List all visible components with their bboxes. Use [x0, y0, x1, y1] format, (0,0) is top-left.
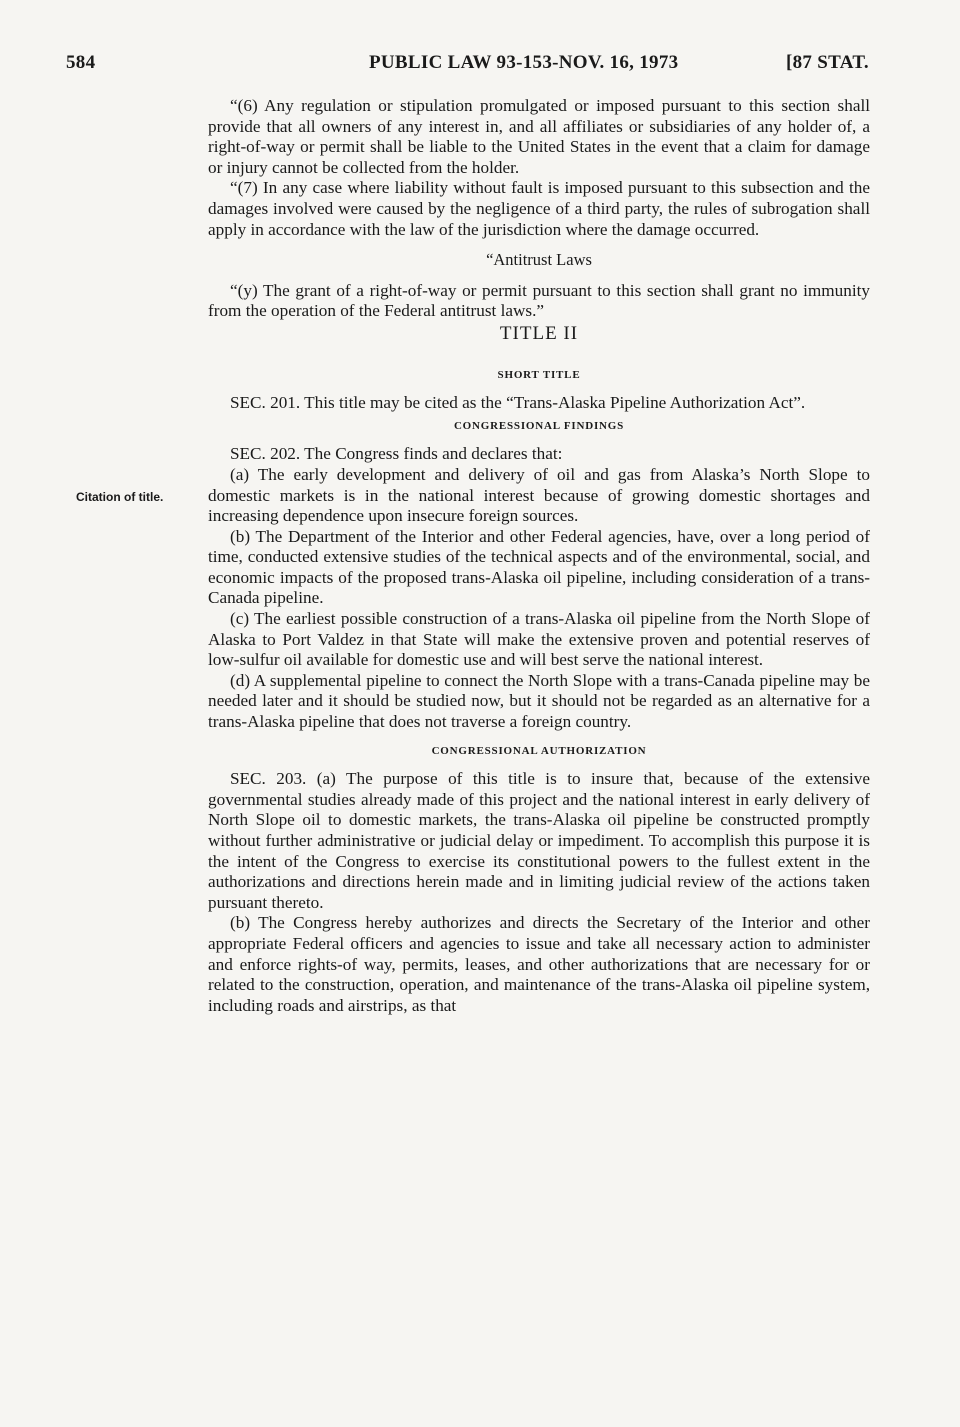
- section-202-d: (d) A supplemental pipeline to connect the North Slope with a trans-Canada pipeline may be needed later and it should be studied now, but it should not be regarded as an alternative for a trans-Alaska pipeline that does not traverse a foreign country.: [208, 670, 870, 732]
- antitrust-heading: “Antitrust Laws: [486, 250, 592, 270]
- short-title-heading: SHORT TITLE: [497, 368, 581, 381]
- authorization-heading: CONGRESSIONAL AUTHORIZATION: [431, 744, 647, 757]
- paragraph-y: “(y) The grant of a right-of-way or permit pursuant to this section shall grant no immunity from the operation of the Federal antitrust laws.”: [208, 280, 870, 321]
- page-number: 584: [66, 52, 96, 73]
- section-202-a: (a) The early development and delivery of oil and gas from Alaska’s North Slope to domestic markets is in the national interest because of growing domestic shortages and increasing dependence upon insecure foreign sources.: [208, 464, 870, 526]
- running-title: PUBLIC LAW 93-153-NOV. 16, 1973: [369, 52, 679, 73]
- findings-heading: CONGRESSIONAL FINDINGS: [453, 419, 625, 432]
- section-203-b: (b) The Congress hereby authorizes and directs the Secretary of the Interior and other appropriate Federal officers and agencies to issue and take all necessary action to administer and enforce rights-of way, permits, leases, and other authorizations that are necessary for or related to the construction, operation, and maintenance of the trans-Alaska oil pipeline system, including roads and airstrips, as that: [208, 913, 870, 1015]
- volume-reference: [87 STAT.: [786, 52, 869, 73]
- section-202-c: (c) The earliest possible construction of a trans-Alaska oil pipeline from the North Slope of Alaska to Port Valdez in that State will make the extensive proven and potential reserves of low-sulfur oil available for domestic use and will best serve the national interest.: [208, 609, 870, 670]
- section-202-intro: SEC. 202. The Congress finds and declares that:: [230, 444, 563, 464]
- margin-note-citation: Citation of title.: [76, 490, 164, 504]
- section-203-a: SEC. 203. (a) The purpose of this title is to insure that, because of the extensive governmental studies already made of this project and the national interest in early delivery of North Slope oil to domestic markets, the trans-Alaska oil pipeline be constructed promptly without further administrative or judicial delay or impediment. To accomplish this purpose it is the intent of the Congress to exercise its constitutional powers to the fullest extent in the authorizations and directions herein made and in limiting judicial review of the actions taken pursuant thereto.: [208, 769, 870, 912]
- paragraph-7: “(7) In any case where liability without fault is imposed pursuant to this subsection and the damages involved were caused by the negligence of a third party, the rules of subrogation shall apply in accordance with the law of the jurisdiction where the damage occurred.: [208, 178, 870, 239]
- section-202-b: (b) The Department of the Interior and other Federal agencies, have, over a long period of time, conducted extensive studies of the technical aspects and of the environmental, social, and economic impacts of the proposed trans-Alaska oil pipeline, including consideration of a trans-Canada pipeline.: [208, 526, 870, 608]
- section-201: SEC. 201. This title may be cited as the “Trans-Alaska Pipeline Authorization Act”.: [230, 393, 806, 413]
- title-ii-heading: TITLE II: [499, 322, 579, 344]
- paragraph-6: “(6) Any regulation or stipulation promulgated or imposed pursuant to this section shall provide that all owners of any interest in, and all affiliates or subsidiaries of any holder of, a right-of-way or permit shall be liable to the United States in the event that a claim for damage or injury cannot be collected from the holder.: [208, 96, 870, 177]
- document-body: [208, 96, 870, 1016]
- page-header: [0, 52, 960, 82]
